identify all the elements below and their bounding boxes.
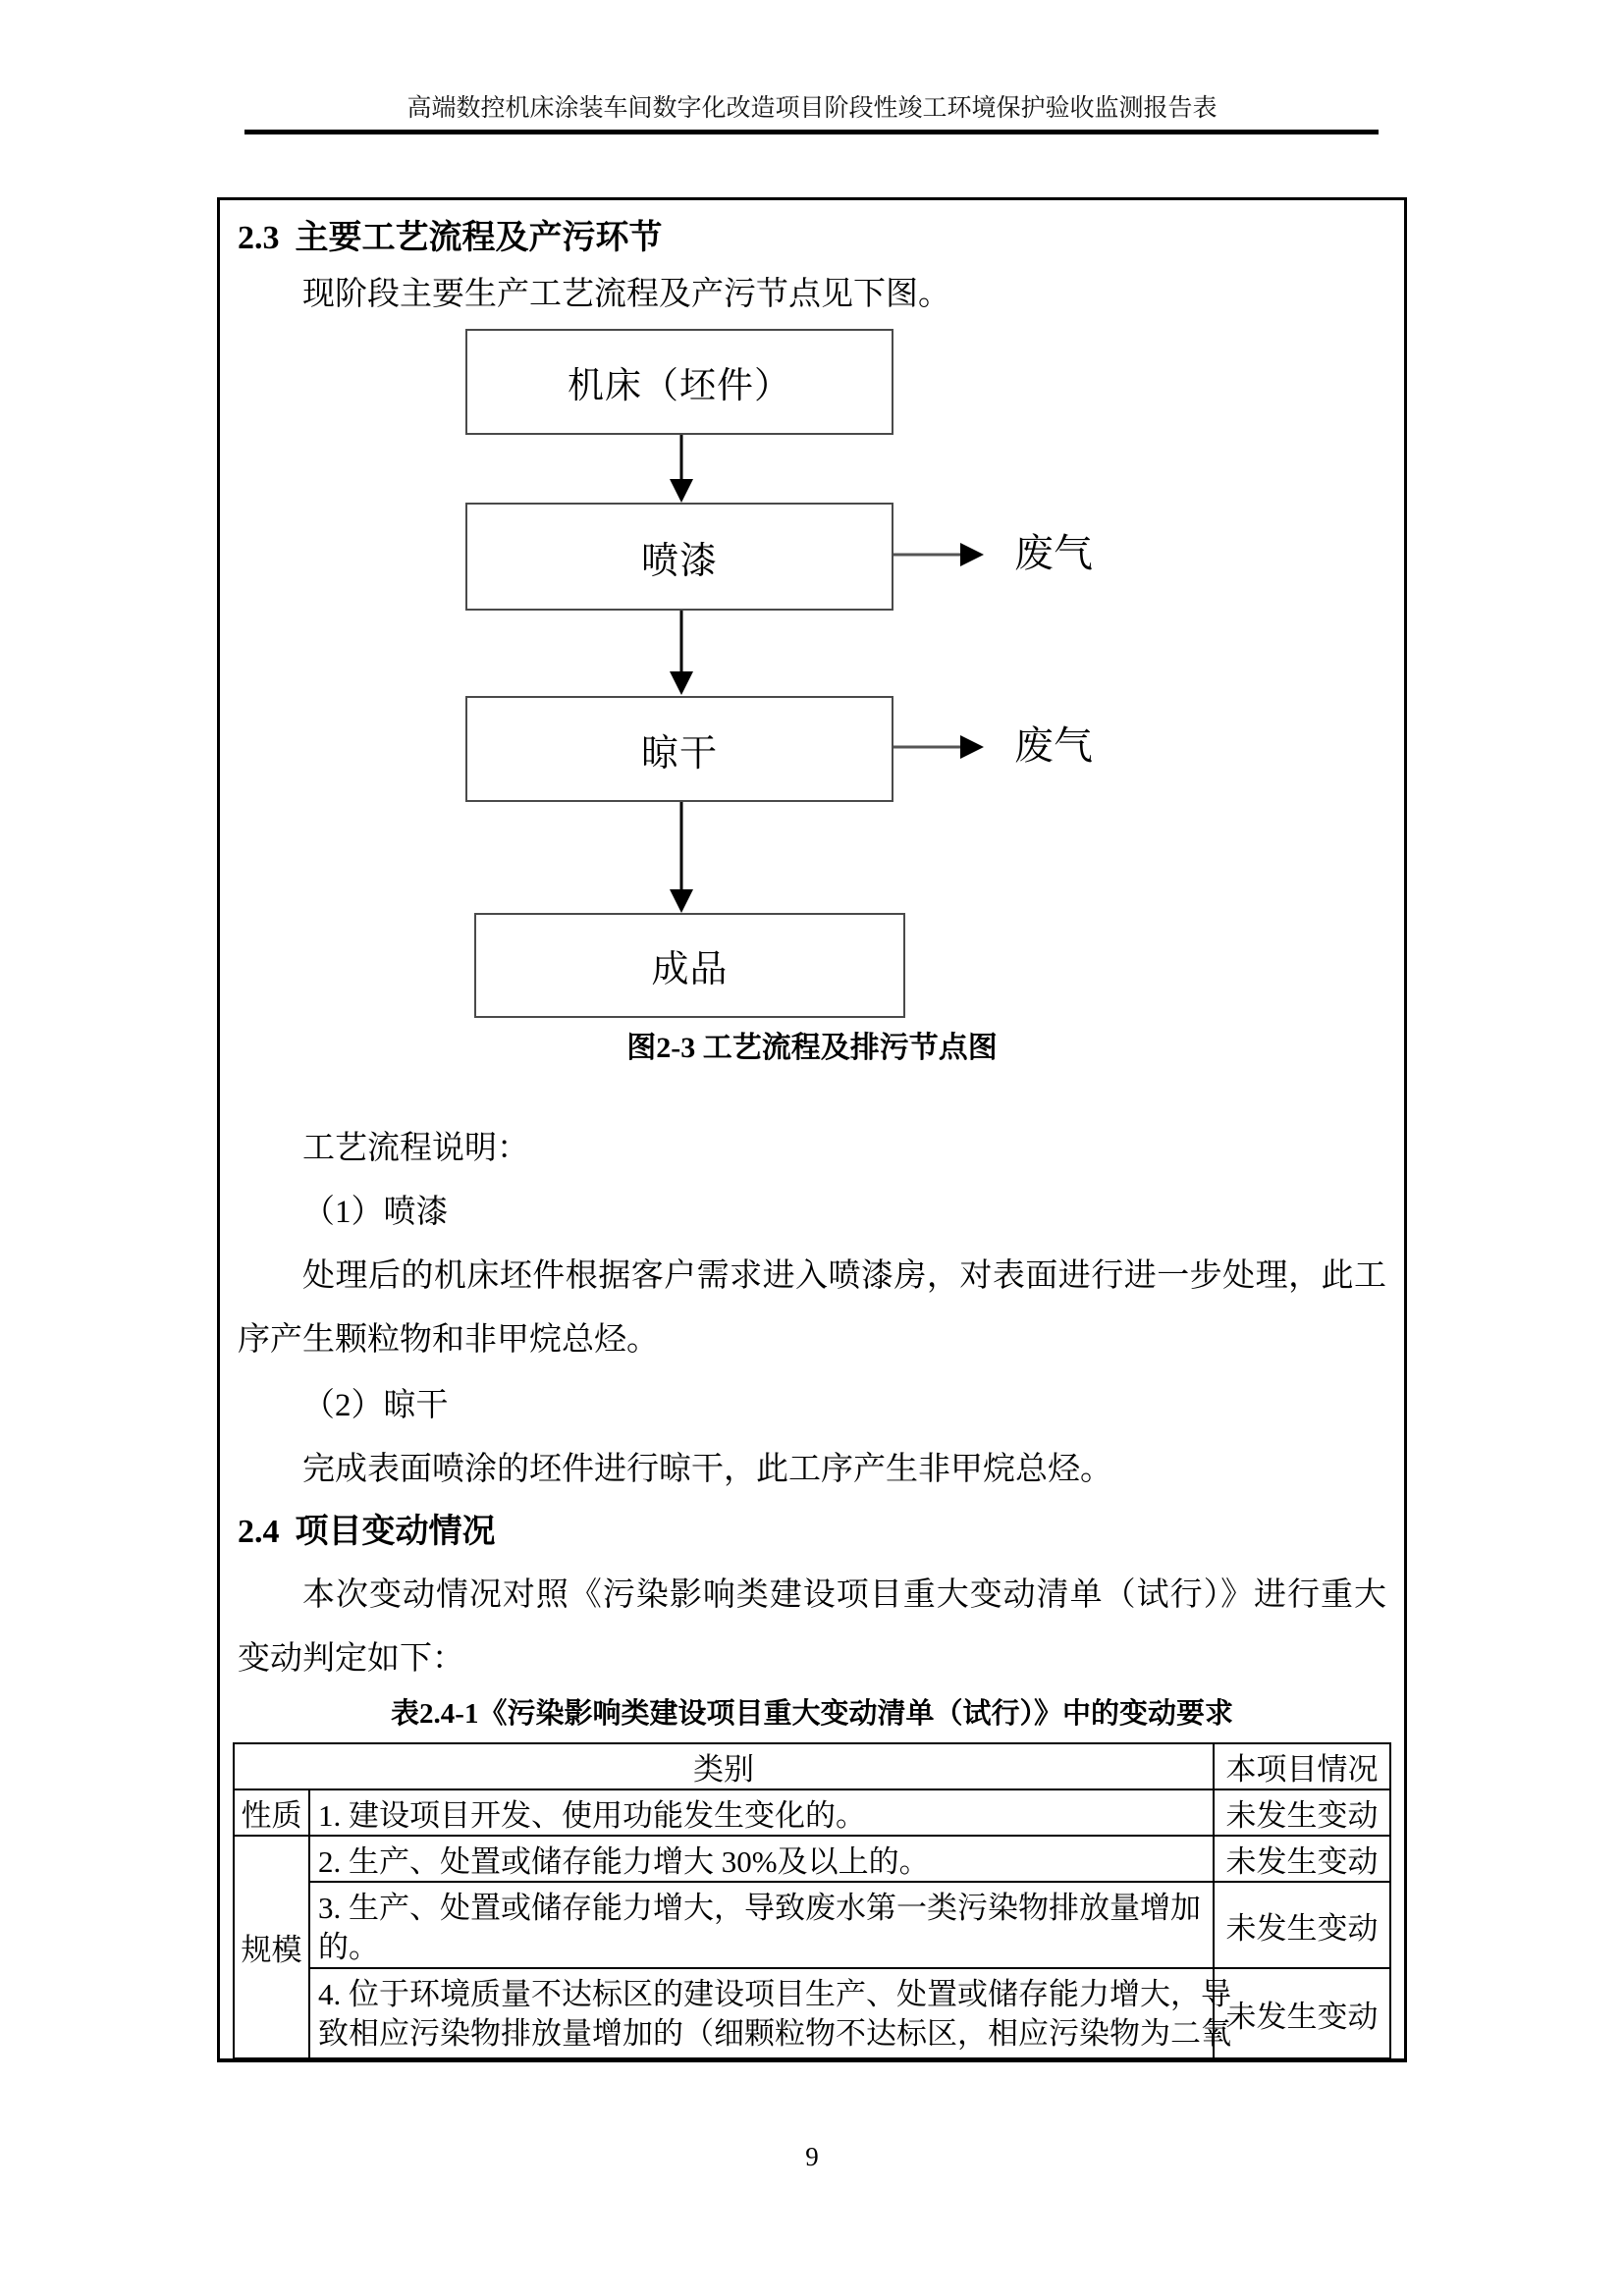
table-row (234, 1968, 1390, 2058)
table-caption: 表2.4-1《污染影响类建设项目重大变动清单（试行）》中的变动要求 (391, 1698, 1233, 1730)
section-number: 2.4 (238, 1514, 280, 1550)
process-notes-title: 工艺流程说明： (302, 1131, 529, 1166)
section-title: 主要工艺流程及产污环节 (295, 220, 663, 256)
col-header-status: 本项目情况 (1214, 1743, 1390, 1789)
down-arrow-icon (670, 802, 693, 913)
row-text: 2. 生产、处置或储存能力增大 30%及以上的。 (309, 1836, 1214, 1882)
row-text (309, 1968, 1231, 2058)
right-arrow-icon (893, 735, 984, 759)
variation-intro-line2: 变动判定如下： (238, 1641, 464, 1677)
header-rule (244, 130, 1379, 134)
variation-intro-line1: 本次变动情况对照《污染影响类建设项目重大变动清单（试行）》进行重大 (302, 1577, 1386, 1613)
flow-node-air-dry: 晾干 (465, 696, 893, 802)
page-header-title: 高端数控机床涂装车间数字化改造项目阶段性竣工环境保护验收监测报告表 (406, 95, 1218, 122)
flow-node-blank-machine: 机床（坯件） (465, 329, 893, 435)
row-text: 1. 建设项目开发、使用功能发生变化的。 (309, 1789, 1214, 1836)
section-number: 2.3 (238, 220, 280, 256)
row-text-line: 的。 (318, 1930, 379, 1964)
emission-label-dry: 废气 (1014, 723, 1093, 768)
step1-text-line1: 处理后的机床坯件根据客户需求进入喷漆房，对表面进行进一步处理，此工 (302, 1258, 1386, 1294)
section-2-4-heading (238, 1510, 496, 1555)
row-text (309, 1882, 1214, 1968)
step2-text: 完成表面喷涂的坯件进行晾干，此工序产生非甲烷总烃。 (302, 1452, 1112, 1487)
section-title: 项目变动情况 (295, 1514, 496, 1550)
row-text-line: 3. 生产、处置或储存能力增大，导致废水第一类污染物排放量增加 (318, 1891, 1201, 1925)
flow-node-spray-paint: 喷漆 (465, 503, 893, 611)
table-row (234, 1882, 1390, 1968)
variation-table (233, 1742, 1391, 2059)
row-status: 未发生变动 (1214, 1882, 1390, 1968)
row-text-line: 4. 位于环境质量不达标区的建设项目生产、处置或储存能力增大，导 (318, 1977, 1231, 2011)
report-content-frame (217, 197, 1407, 2062)
row-status: 未发生变动 (1214, 1836, 1390, 1882)
right-arrow-icon (893, 543, 984, 566)
flow-node-finished-product: 成品 (474, 913, 905, 1018)
down-arrow-icon (670, 435, 693, 503)
intro-paragraph: 现阶段主要生产工艺流程及产污节点见下图。 (302, 277, 950, 312)
step1-text-line2: 序产生颗粒物和非甲烷总烃。 (238, 1322, 659, 1358)
row-status: 未发生变动 (1214, 1968, 1390, 2058)
group-label-scale: 规模 (234, 1836, 309, 2058)
table-header-row (234, 1743, 1390, 1789)
step2-heading: （2）晾干 (302, 1388, 449, 1423)
figure-caption: 图2-3 工艺流程及排污节点图 (626, 1032, 998, 1064)
group-label-nature: 性质 (234, 1789, 309, 1836)
col-header-category: 类别 (234, 1743, 1214, 1789)
emission-label-spray: 废气 (1014, 531, 1093, 575)
row-text-line: 致相应污染物排放量增加的（细颗粒物不达标区，相应污染物为二氧 (318, 2016, 1231, 2051)
table-row (234, 1836, 1390, 1882)
table-row (234, 1789, 1390, 1836)
row-status: 未发生变动 (1214, 1789, 1390, 1836)
page-number: 9 (805, 2142, 819, 2171)
down-arrow-icon (670, 611, 693, 695)
section-2-3-heading (238, 216, 663, 261)
step1-heading: （1）喷漆 (302, 1195, 449, 1230)
